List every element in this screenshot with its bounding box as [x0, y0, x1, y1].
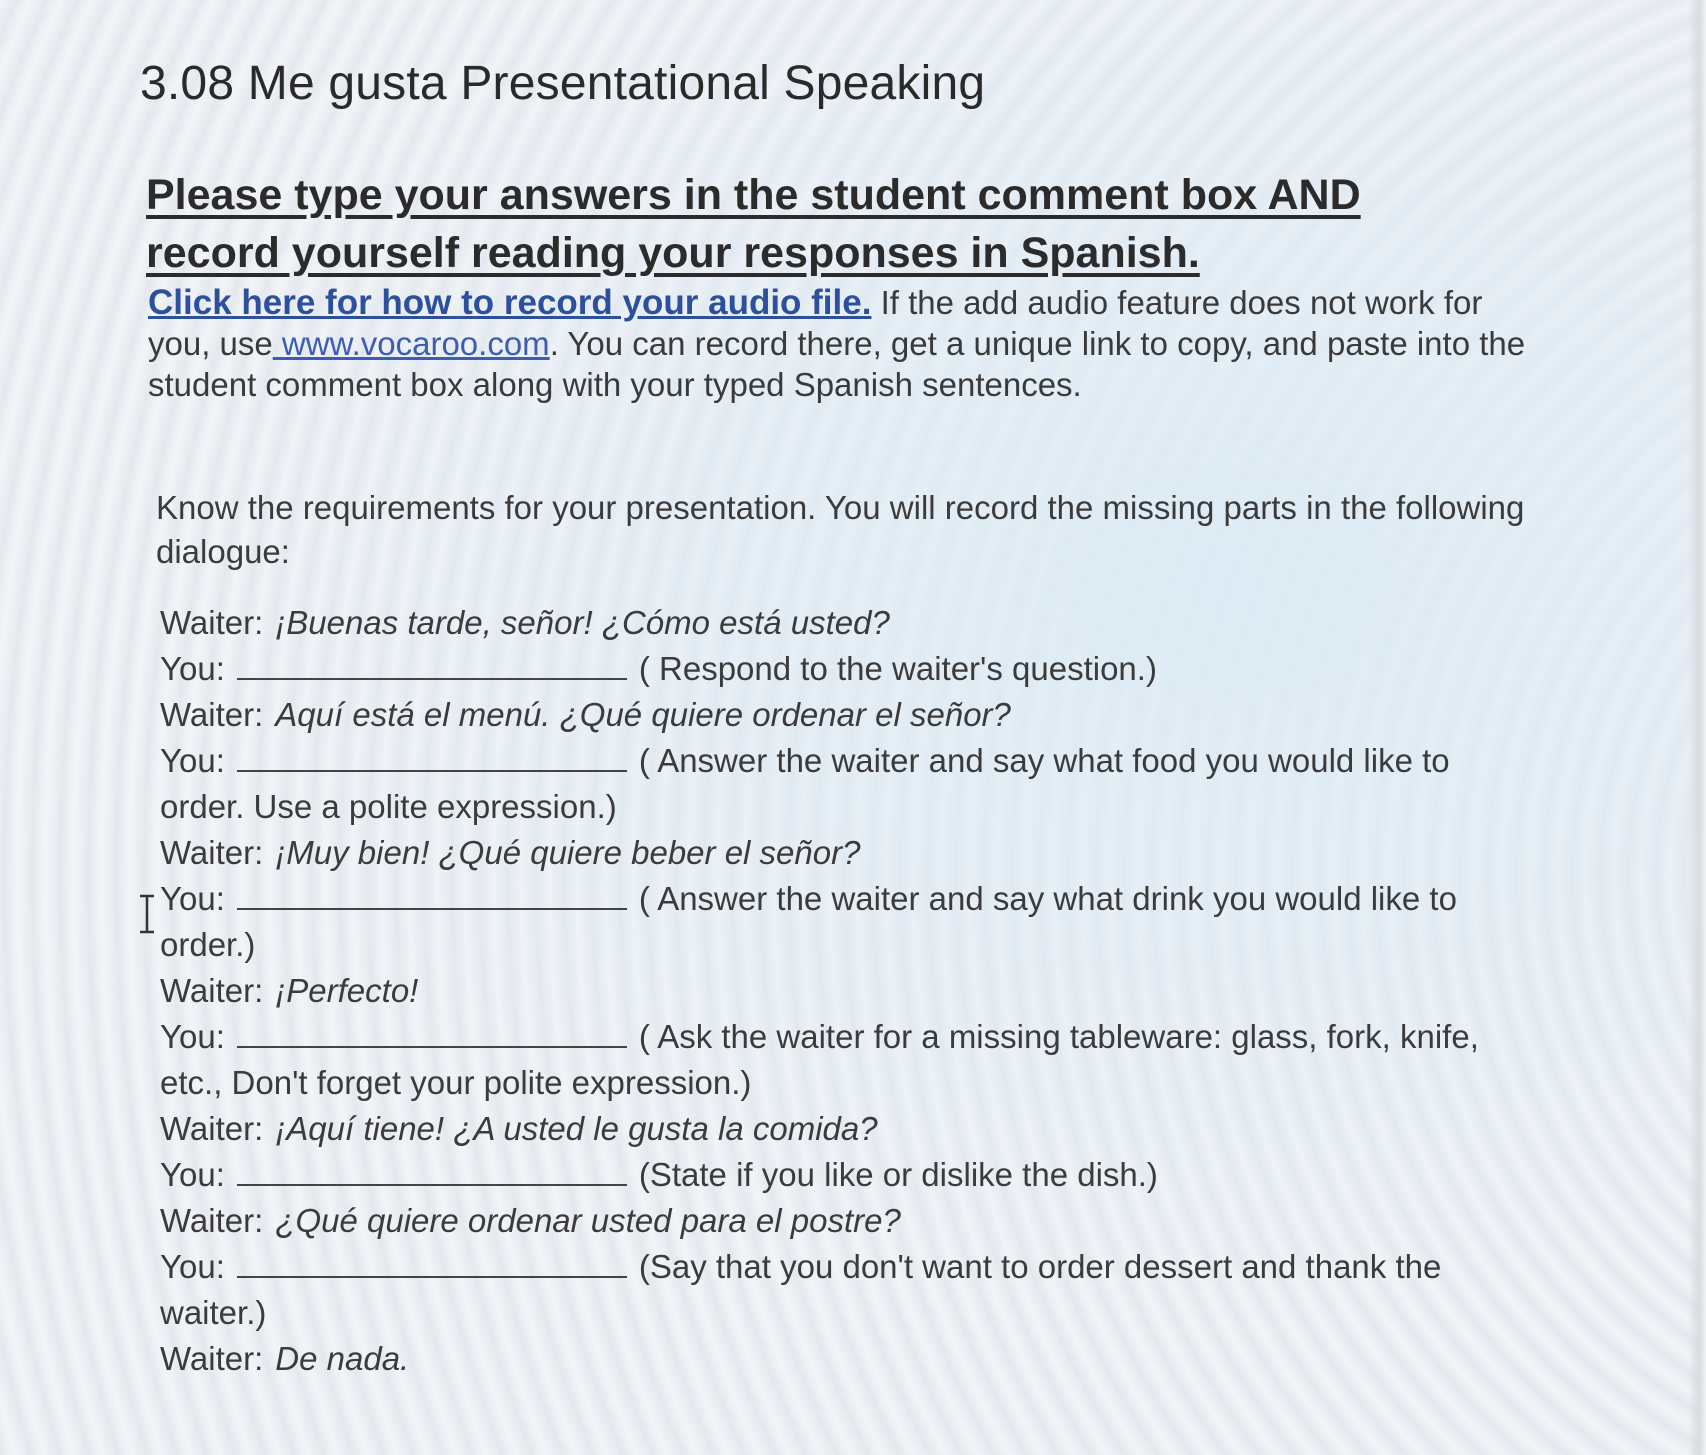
dialogue-line-you	[160, 1244, 1540, 1336]
dialogue	[160, 600, 1540, 1382]
prompt-text: (Say that you don't want to order dessert and thank the waiter.)	[160, 1248, 1442, 1331]
dialogue-line-you	[160, 646, 1540, 692]
speaker-label: You:	[160, 742, 225, 779]
help-text-after-url: . You can record there, get a unique link to copy, and paste into the student comment box along with your typed Spanish sentences.	[148, 325, 1526, 403]
dialogue-line-you	[160, 1014, 1540, 1106]
prompt-text: ( Answer the waiter and say what drink you would like to order.)	[160, 880, 1457, 963]
speaker-label: Waiter:	[160, 696, 264, 733]
dialogue-line-waiter	[160, 830, 1540, 876]
waiter-text: ¡Aquí tiene! ¿A usted le gusta la comida?	[275, 1110, 878, 1147]
help-paragraph	[148, 282, 1548, 405]
waiter-text: Aquí está el menú. ¿Qué quiere ordenar el señor?	[275, 696, 1011, 733]
dialogue-line-waiter	[160, 600, 1540, 646]
prompt-text: ( Ask the waiter for a missing tableware: glass, fork, knife, etc., Don't forget your polite expression.)	[160, 1018, 1479, 1101]
dialogue-line-waiter	[160, 1198, 1540, 1244]
answer-blank	[237, 1154, 627, 1186]
requirements-text: Know the requirements for your presentation. You will record the missing parts in the following dialogue:	[156, 489, 1525, 570]
text-cursor-icon	[136, 894, 158, 934]
instructions-heading: Please type your answers in the student comment box AND record yourself reading your responses in Spanish.	[146, 171, 1361, 277]
speaker-label: You:	[160, 880, 225, 917]
record-audio-help-link[interactable]: Click here for how to record your audio file.	[148, 283, 872, 322]
dialogue-line-waiter	[160, 968, 1540, 1014]
answer-blank	[237, 1246, 627, 1278]
speaker-label: Waiter:	[160, 604, 264, 641]
screen-edge	[1688, 0, 1706, 1455]
prompt-text: ( Respond to the waiter's question.)	[638, 650, 1157, 687]
waiter-text: De nada.	[275, 1340, 410, 1377]
speaker-label: Waiter:	[160, 972, 264, 1009]
waiter-text: ¡Muy bien! ¿Qué quiere beber el señor?	[275, 834, 861, 871]
speaker-label: Waiter:	[160, 1202, 264, 1239]
speaker-label: Waiter:	[160, 1110, 264, 1147]
answer-blank	[237, 878, 627, 910]
vocaroo-link[interactable]: www.vocaroo.com	[272, 325, 550, 362]
waiter-text: ¡Buenas tarde, señor! ¿Cómo está usted?	[275, 604, 890, 641]
waiter-text: ¡Perfecto!	[275, 972, 419, 1009]
dialogue-line-you	[160, 1152, 1540, 1198]
prompt-text: ( Answer the waiter and say what food you would like to order. Use a polite expression.)	[160, 742, 1450, 825]
dialogue-line-you	[160, 876, 1540, 968]
speaker-label: You:	[160, 1018, 225, 1055]
answer-blank	[237, 740, 627, 772]
dialogue-line-waiter	[160, 1106, 1540, 1152]
prompt-text: (State if you like or dislike the dish.)	[638, 1156, 1158, 1193]
speaker-label: You:	[160, 1156, 225, 1193]
dialogue-line-waiter	[160, 1336, 1540, 1382]
answer-blank	[237, 648, 627, 680]
help-text-before-url: If the add audio feature does not work for you, use	[148, 284, 1483, 362]
waiter-text: ¿Qué quiere ordenar usted para el postre?	[275, 1202, 901, 1239]
answer-blank	[237, 1016, 627, 1048]
page-title: 3.08 Me gusta Presentational Speaking	[140, 57, 986, 110]
speaker-label: Waiter:	[160, 834, 264, 871]
speaker-label: Waiter:	[160, 1340, 264, 1377]
speaker-label: You:	[160, 650, 225, 687]
dialogue-line-you	[160, 738, 1540, 830]
speaker-label: You:	[160, 1248, 225, 1285]
dialogue-line-waiter	[160, 692, 1540, 738]
